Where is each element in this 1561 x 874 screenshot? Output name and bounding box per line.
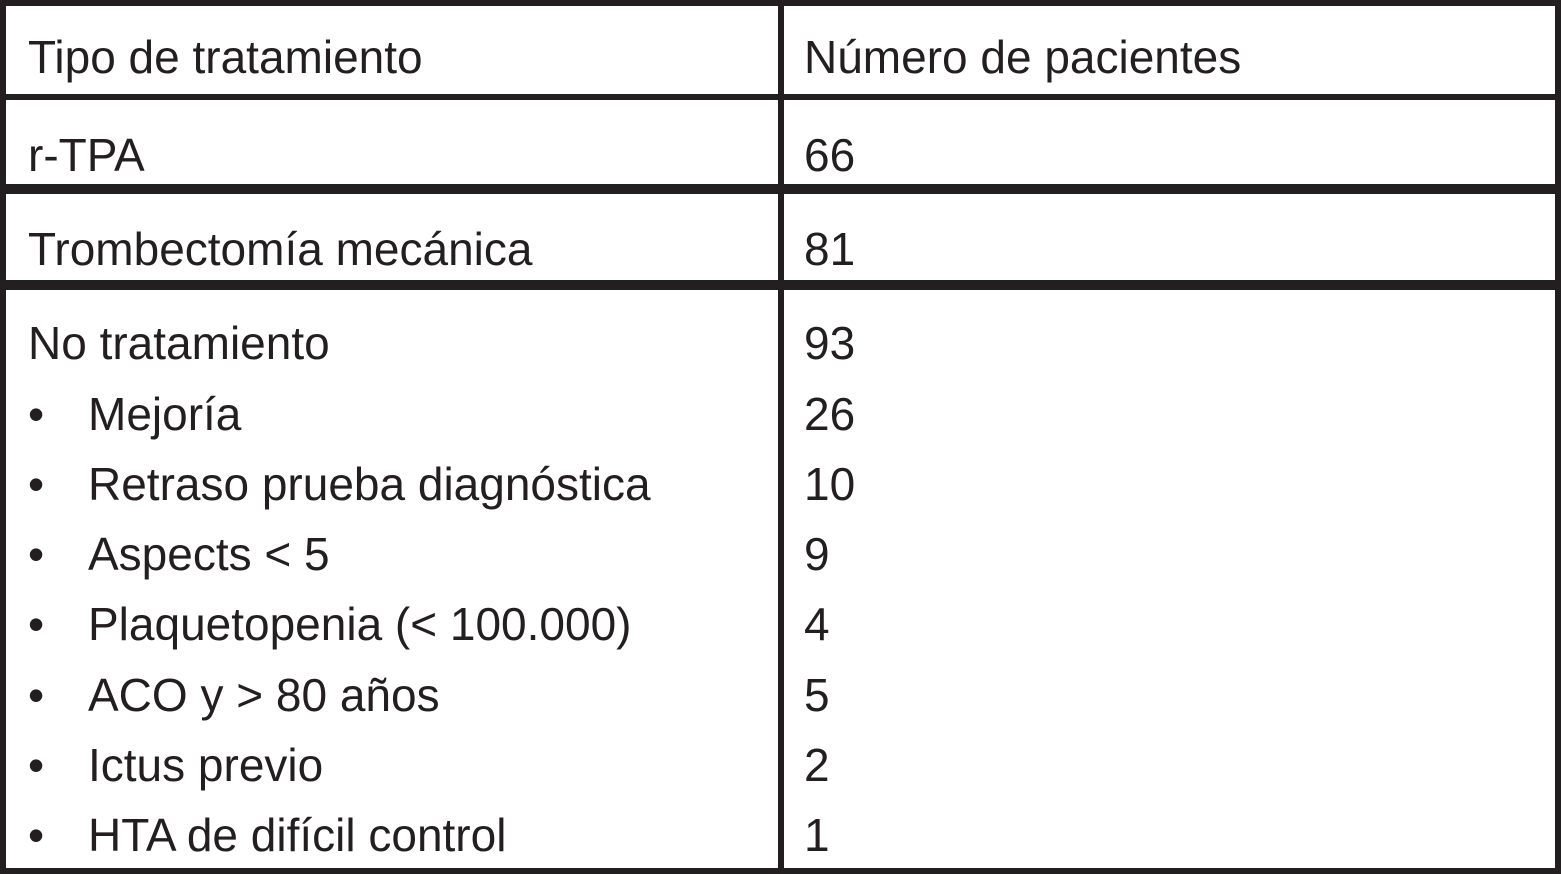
no-treatment-label: No tratamiento <box>28 317 330 369</box>
bullet-icon: • <box>28 388 45 440</box>
column-divider <box>778 290 784 868</box>
reason-label: ACO y > 80 años <box>88 669 440 721</box>
reason-label: Ictus previo <box>88 739 324 791</box>
row-value: 81 <box>804 223 856 275</box>
reason-label: Retraso prueba diagnóstica <box>88 458 651 510</box>
bullet-icon: • <box>28 739 45 791</box>
bullet-icon: • <box>28 598 45 650</box>
header-patient-count: Número de pacientes <box>804 31 1242 83</box>
table-row <box>0 94 1561 190</box>
row-value: 66 <box>804 129 856 181</box>
bullet-icon: • <box>28 669 45 721</box>
table-row <box>0 188 1561 286</box>
reason-value: 10 <box>804 458 856 510</box>
reason-label: HTA de difícil control <box>88 809 507 861</box>
column-divider <box>778 6 784 94</box>
reason-value: 9 <box>804 528 830 580</box>
reason-value: 2 <box>804 739 830 791</box>
bullet-icon: • <box>28 809 45 861</box>
reason-value: 26 <box>804 388 856 440</box>
table-header-row <box>0 0 1561 100</box>
bullet-icon: • <box>28 458 45 510</box>
header-treatment-type: Tipo de tratamiento <box>28 31 423 83</box>
bullet-icon: • <box>28 528 45 580</box>
table-row-no-treatment <box>0 284 1561 874</box>
column-divider <box>778 100 784 184</box>
reason-value: 1 <box>804 809 830 861</box>
reason-label: Mejoría <box>88 388 242 440</box>
column-divider <box>778 194 784 280</box>
row-label: Trombectomía mecánica <box>28 223 533 275</box>
reason-label: Aspects < 5 <box>88 528 330 580</box>
reason-value: 5 <box>804 669 830 721</box>
row-label: r-TPA <box>28 129 145 181</box>
reason-value: 4 <box>804 598 830 650</box>
no-treatment-value: 93 <box>804 317 856 369</box>
reason-label: Plaquetopenia (< 100.000) <box>88 598 632 650</box>
